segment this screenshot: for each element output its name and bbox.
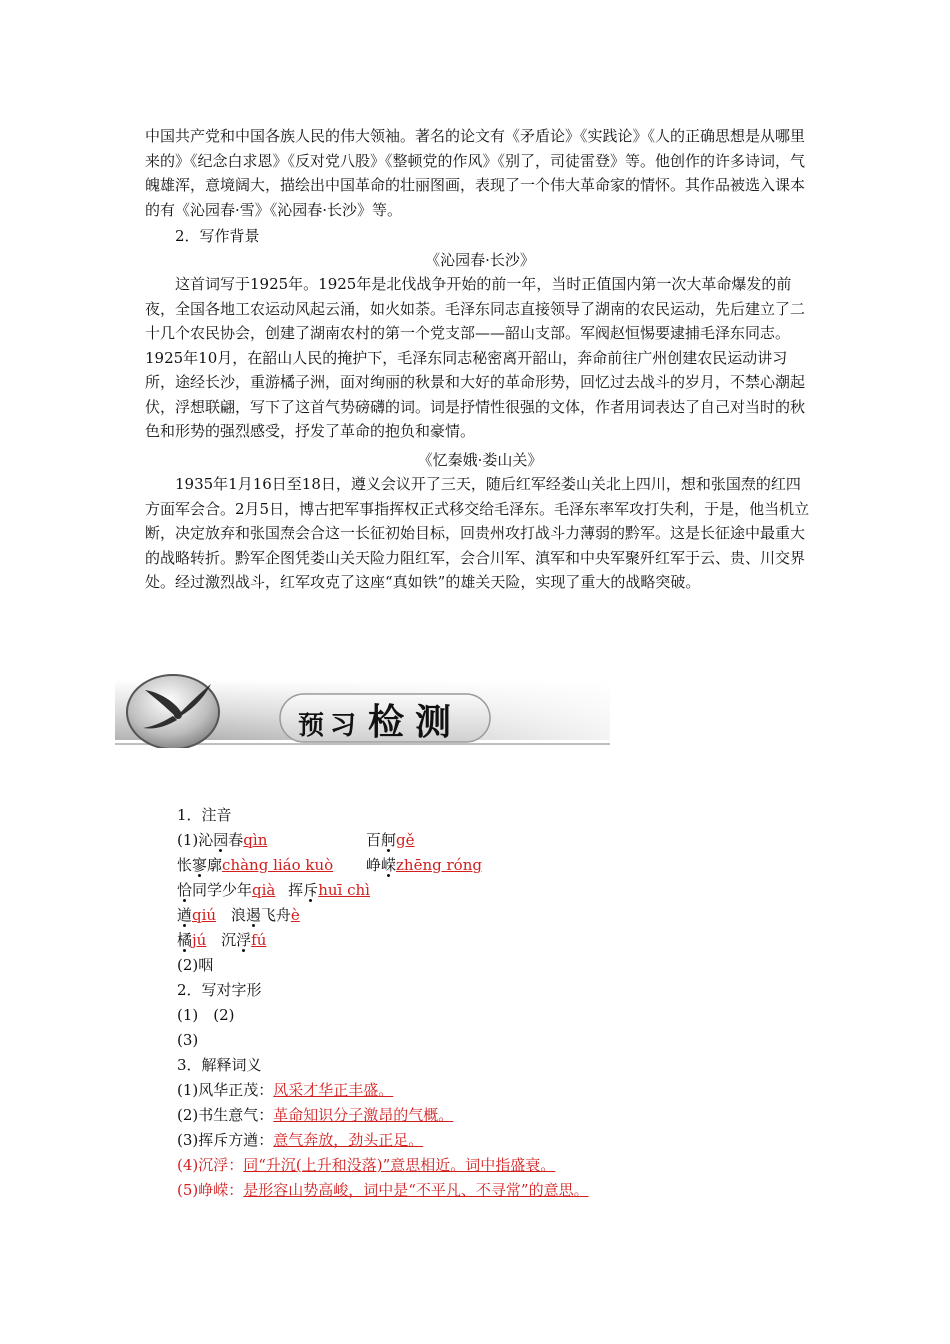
poem2-paragraph: 1935年1月16日至18日，遵义会议开了三天，随后红军经娄山关北上四川，想和张国焘的红四方面军会合。2月5日，博古把军事指挥权正式移交给毛泽东。毛泽东率军攻打失利，于是，他当机立断，决定放弃和张国焘会合这一长征初始目标，回贵州攻打战斗力薄弱的黔军。这是长征途中最重大的战略转折。黔军企图凭娄山关天险力阻红军，会合川军、滇军和中央军聚歼红军于云、贵、川交界处。经过激烈战斗，红军攻克了这座“真如铁”的雄关天险，实现了重大的战略突破。: [145, 475, 810, 591]
pinyin-answer: chàng liáo kuò: [222, 856, 334, 874]
banner-char-1: 预: [298, 711, 325, 741]
q3-heading: 3．解释词义: [177, 1056, 262, 1074]
q1-heading: 1．注音: [177, 806, 232, 824]
pinyin-answer: qiú: [192, 906, 217, 924]
definition-answer: 同“升沉(上升和没落)”意思相近。词中指盛衰。: [243, 1156, 556, 1174]
definition-term: (3)挥斥方遒：: [177, 1131, 274, 1149]
banner-char-2: 习: [330, 711, 357, 741]
pinyin-answer: è: [290, 906, 300, 924]
definition-row: [177, 1128, 423, 1152]
poem1-paragraph: 这首词写于1925年。1925年是北伐战争开始的前一年，当时正值国内第一次大革命爆发的前夜，全国各地工农运动风起云涌，如火如荼。毛泽东同志直接领导了湖南的农民运动，先后建立了二十几个农民协会，创建了湖南农村的第一个党支部——韶山支部。军阀赵恒惕要逮捕毛泽东同志。1925年10月，在韶山人民的掩护下，毛泽东同志秘密离开韶山，奔命前往广州创建农民运动讲习所，途经长沙，重游橘子洲，面对绚丽的秋景和大好的革命形势，回忆过去战斗的岁月，不禁心潮起伏，浮想联翩，写下了这首气势磅礴的词。词是抒情性很强的文体，作者用词表达了自己对当时的秋色和形势的强烈感受，抒发了革命的抱负和豪情。: [145, 275, 806, 440]
pinyin-row-2: 怅寥廓chàng liáo kuò: [177, 856, 334, 874]
definition-term: (4)沉浮：: [177, 1156, 244, 1174]
pinyin-row-1b: 百舸gě: [366, 831, 415, 849]
pinyin-row-4: 遒qiú 浪遏飞舟è: [177, 906, 300, 924]
definition-answer: 风采才华正丰盛。: [273, 1081, 394, 1099]
author-paragraph: 中国共产党和中国各族人民的伟大领袖。著名的论文有《矛盾论》《实践论》《人的正确思想是从哪里来的》《纪念白求恩》《反对党八股》《整顿党的作风》《别了，司徒雷登》等。他创作的许多诗词，气魄雄浑，意境阔大，描绘出中国革命的壮丽图画，表现了一个伟大革命家的情怀。其作品被选入课本的有《沁园春·雪》《沁园春·长沙》等。: [145, 127, 806, 219]
definition-answer: 意气奔放，劲头正足。: [273, 1131, 424, 1149]
poem2-title: 《忆秦娥·娄山关》: [417, 451, 543, 469]
definition-answer: 是形容山势高峻，词中是“不平凡、不寻常”的意思。: [243, 1181, 589, 1199]
pinyin-answer: qià: [252, 881, 276, 899]
pinyin-row-3: 恰同学少年qià 挥斥huī chì: [177, 881, 370, 899]
q2-heading: 2．写对字形: [177, 981, 262, 999]
banner-char-4: 测: [415, 702, 452, 743]
pinyin-row-5: 橘jú 沉浮fú: [177, 931, 267, 949]
background-heading: 2．写作背景: [175, 227, 260, 245]
definition-row: [177, 1078, 393, 1102]
pinyin-answer: jú: [192, 931, 207, 949]
poem1-title: 《沁园春·长沙》: [425, 251, 535, 269]
q2-line-1: (1) (2): [177, 1006, 235, 1024]
q1-sub2: (2)咽: [177, 956, 214, 974]
definition-row: [177, 1153, 555, 1177]
pinyin-row-2b: 峥嵘zhēng róng: [366, 856, 482, 874]
pinyin-answer: gě: [396, 831, 415, 849]
definition-row: [177, 1178, 589, 1202]
definition-row: [177, 1103, 453, 1127]
pinyin-answer: qìn: [243, 831, 268, 849]
definition-term: (2)书生意气：: [177, 1106, 274, 1124]
banner-char-3: 检: [368, 702, 405, 743]
definition-term: (1)风华正茂：: [177, 1081, 274, 1099]
definition-answer: 革命知识分子激昂的气概。: [273, 1106, 454, 1124]
q2-line-2: (3): [177, 1031, 199, 1049]
pinyin-answer: zhēng róng: [396, 856, 482, 874]
pinyin-answer: huī chì: [318, 881, 370, 899]
pinyin-answer: fú: [251, 931, 267, 949]
pinyin-row-1: (1)沁园春qìn: [177, 831, 268, 849]
preview-test-banner: [115, 664, 610, 748]
definition-term: (5)峥嵘：: [177, 1181, 244, 1199]
